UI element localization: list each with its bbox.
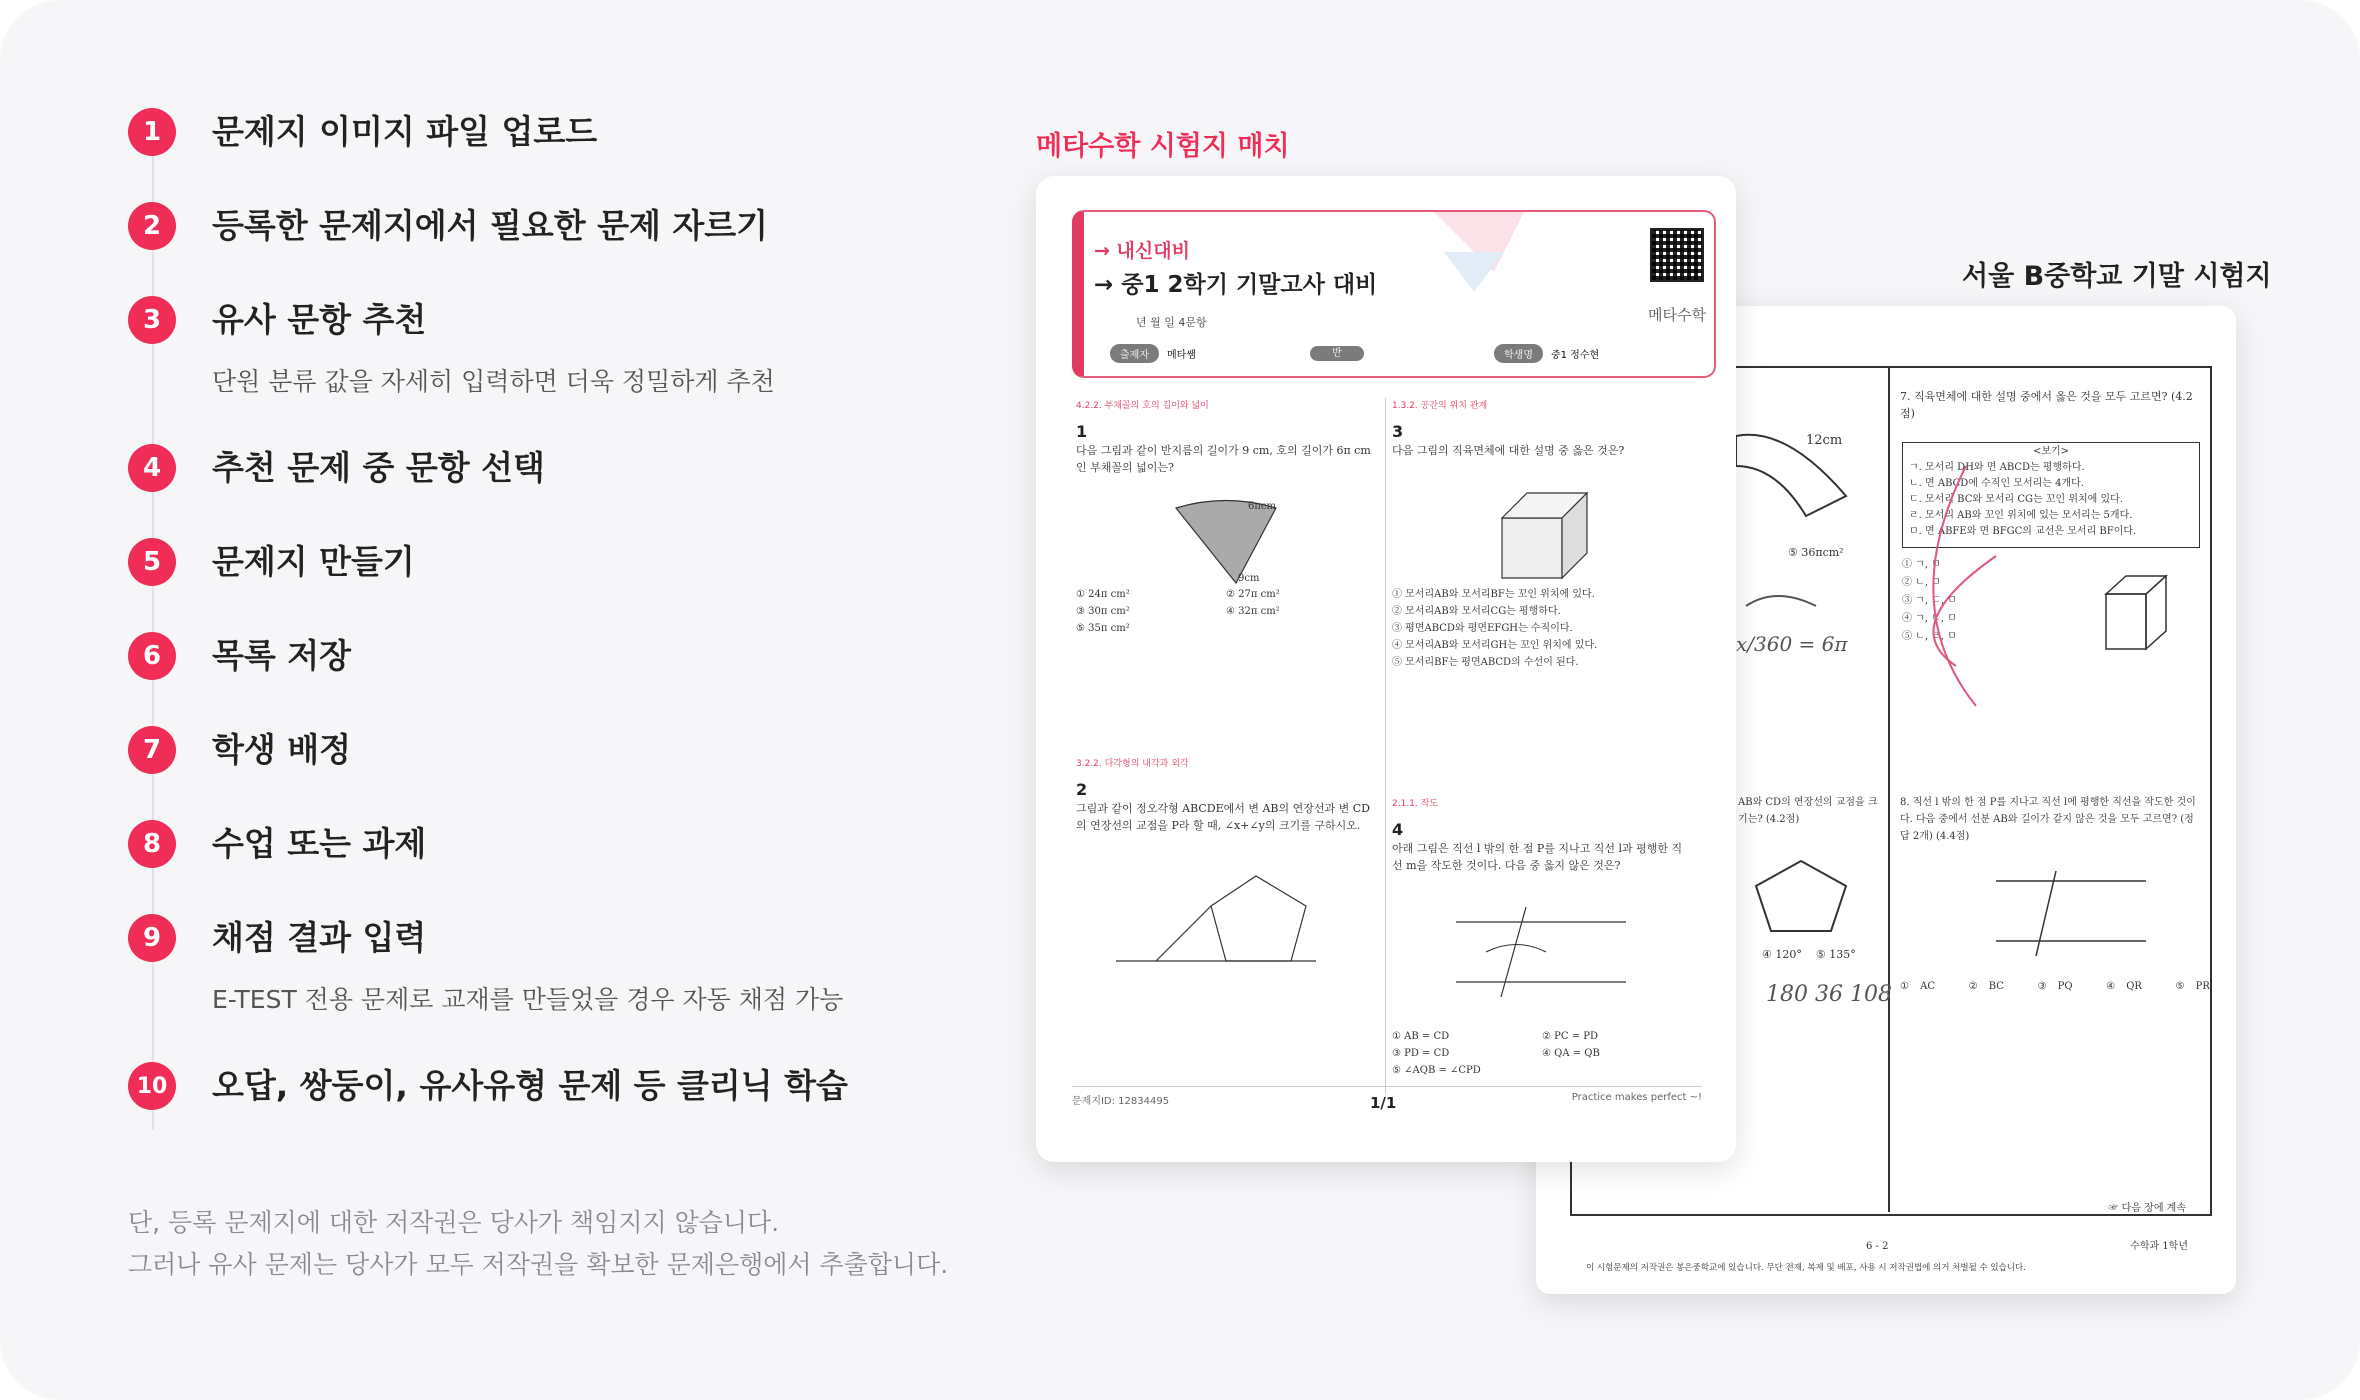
qr-code-icon bbox=[1650, 228, 1704, 282]
q1-radius-label: 9cm bbox=[1238, 573, 1260, 584]
pentagon-figure bbox=[1746, 856, 1856, 936]
option-5: ⑤ 36πcm² bbox=[1788, 546, 1844, 559]
q3-text: 다음 그림의 직육면체에 대한 설명 중 옳은 것은? bbox=[1392, 444, 1625, 457]
q4-options: ① AB = CD ② PC = PD ③ PD = CD ④ QA = QB ⑤ ∠AQB = ∠CPD bbox=[1392, 1031, 1600, 1076]
step-6 bbox=[128, 632, 1028, 680]
disclaimer bbox=[128, 1202, 948, 1286]
q4-number: 4 bbox=[1392, 820, 1404, 839]
footer-id: 문제지ID: 12834495 bbox=[1072, 1096, 1170, 1107]
sector-figure bbox=[1166, 488, 1296, 588]
brand-logo: 메타수학 bbox=[1648, 306, 1706, 324]
q7-items: ㄱ. 모서리 DH와 면 ABCD는 평행하다. ㄴ. 면 ABCD에 수직인 모서리는 4개다. ㄷ. 모서리 BC와 모서리 CG는 꼬인 위치에 있다. ㄹ. 모서리 AB와 꼬인 위치에 있는 모서리는 5개다. ㅁ. 면 ABFE와 면 BFGC의 교선은 모서리 BF이다. bbox=[1909, 462, 2137, 537]
step-number: 7 bbox=[128, 726, 176, 774]
step-title: 문제지 만들기 bbox=[212, 542, 415, 581]
cuboid-figure bbox=[1482, 478, 1622, 588]
q3-options: ① 모서리AB와 모서리BF는 꼬인 위치에 있다. ② 모서리AB와 모서리CG는 평행하다. ③ 평면ABCD와 평면EFGH는 수직이다. ④ 모서리AB와 모서리GH는 꼬인 위치에 있다. ⑤ 모서리BF는 평면ABCD의 수선이 된다. bbox=[1392, 589, 1598, 668]
step-subtitle: 단원 분류 값을 자세히 입력하면 더욱 정밀하게 추천 bbox=[212, 367, 775, 396]
step-7 bbox=[128, 726, 1028, 774]
footer-page: 1/1 bbox=[1370, 1094, 1397, 1112]
subject-label: 수학과 1학년 bbox=[2130, 1241, 2188, 1252]
step-1 bbox=[128, 108, 1028, 156]
step-8 bbox=[128, 820, 1028, 868]
step-number: 6 bbox=[128, 632, 176, 680]
seoul-paper-label: 서울 B중학교 기말 시험지 bbox=[1962, 261, 2272, 292]
pentagon-figure bbox=[1116, 866, 1356, 976]
step-title: 학생 배정 bbox=[212, 730, 352, 769]
q3-number: 3 bbox=[1392, 422, 1404, 441]
q2-unit: 3.2.2. 다각형의 내각과 외각 bbox=[1076, 759, 1189, 769]
step-9 bbox=[128, 914, 1028, 1016]
step-title: 오답, 쌍둥이, 유사유형 문제 등 클리닉 학습 bbox=[212, 1066, 848, 1105]
step-number: 8 bbox=[128, 820, 176, 868]
meta-exam-paper bbox=[1036, 176, 1736, 1162]
q4-unit: 2.1.1. 작도 bbox=[1392, 799, 1439, 809]
left-question-text: AB와 CD의 연장선의 교점을 크기는? (4.2점) bbox=[1738, 797, 1878, 825]
header-decoration bbox=[1414, 212, 1544, 312]
q8-text: 8. 직선 l 밖의 한 점 P를 지나고 직선 l에 평행한 직선을 작도한 것이다. 다음 중에서 선분 AB와 길이가 같지 않은 것을 모두 고르면? (정답 2개) (4.4점) bbox=[1900, 797, 2196, 842]
step-3 bbox=[128, 296, 1028, 398]
q1-text: 다음 그림과 같이 반지름의 길이가 9 cm, 호의 길이가 6π cm인 부채꼴의 넓이는? bbox=[1076, 444, 1371, 474]
q1-unit: 4.2.2. 부채꼴의 호의 길이와 넓이 bbox=[1076, 401, 1209, 411]
step-number: 10 bbox=[128, 1062, 176, 1110]
step-title: 수업 또는 과제 bbox=[212, 824, 427, 863]
step-number: 9 bbox=[128, 914, 176, 962]
q3-unit: 1.3.2. 공간의 위치 관계 bbox=[1392, 401, 1488, 411]
page-number: 6 - 2 bbox=[1866, 1241, 1889, 1252]
step-number: 3 bbox=[128, 296, 176, 344]
step-list bbox=[128, 108, 1028, 1156]
field-author: 출제자 메타쌤 bbox=[1110, 344, 1196, 363]
handwritten-calc: 180 36 108 bbox=[1766, 982, 1892, 1007]
step-title: 문제지 이미지 파일 업로드 bbox=[212, 112, 598, 151]
q7-text: 7. 직육면체에 대한 설명 중에서 옳은 것을 모두 고르면? (4.2점) bbox=[1900, 390, 2193, 420]
footer-divider bbox=[1072, 1086, 1702, 1087]
disclaimer-line-1: 단, 등록 문제지에 대한 저작권은 당사가 책임지지 않습니다. bbox=[128, 1208, 780, 1237]
field-class: 반 bbox=[1310, 344, 1364, 359]
q4-text: 아래 그림은 직선 l 밖의 한 점 P를 지나고 직선 l과 평행한 직선 m을 작도한 것이다. 다음 중 옳지 않은 것은? bbox=[1392, 842, 1683, 872]
step-title: 추천 문제 중 문항 선택 bbox=[212, 448, 545, 487]
q1-number: 1 bbox=[1076, 422, 1088, 441]
q2-number: 2 bbox=[1076, 780, 1088, 799]
field-student: 학생명 중1 정수현 bbox=[1494, 344, 1599, 363]
step-4 bbox=[128, 444, 1028, 492]
step-number: 4 bbox=[128, 444, 176, 492]
q1-arc-label: 6πcm bbox=[1248, 501, 1277, 512]
footer-slogan: Practice makes perfect ~! bbox=[1571, 1092, 1702, 1103]
step-number: 1 bbox=[128, 108, 176, 156]
step-5 bbox=[128, 538, 1028, 586]
q2-text: 그림과 같이 정오각형 ABCDE에서 변 AB의 연장선과 변 CD의 연장선의 교점을 P라 할 때, ∠x+∠y의 크기를 구하시오. bbox=[1076, 802, 1370, 832]
radius-label: 12cm bbox=[1806, 433, 1843, 448]
step-number: 2 bbox=[128, 202, 176, 250]
continue-note: ☞ 다음 장에 계속 bbox=[2108, 1203, 2186, 1214]
step-2 bbox=[128, 202, 1028, 250]
construction-figure bbox=[1996, 866, 2146, 966]
exam-title: → 중1 2학기 기말고사 대비 bbox=[1094, 272, 1378, 298]
left-options: ④ 120° ⑤ 135° bbox=[1762, 948, 1856, 961]
copyright-note: 이 시험문제의 저작권은 봉은중학교에 있습니다. 무단 전재, 복제 및 배포, 사용 시 저작권법에 의거 처벌될 수 있습니다. bbox=[1586, 1263, 2026, 1273]
step-title: 채점 결과 입력 bbox=[212, 918, 427, 957]
q7-options: ① ㄱ, ㅁ ② ㄴ, ㅁ ③ ㄱ, ㄷ, ㅁ ④ ㄱ, ㄷ, ㅁ ⑤ ㄴ, ㄹ, ㅁ bbox=[1902, 559, 1957, 642]
step-subtitle: E-TEST 전용 문제로 교재를 만들었을 경우 자동 채점 가능 bbox=[212, 985, 844, 1014]
exam-tag: → 내신대비 bbox=[1094, 240, 1190, 262]
step-title: 등록한 문제지에서 필요한 문제 자르기 bbox=[212, 206, 769, 245]
q1-options: ① 24π cm² ② 27π cm² ③ 30π cm² ④ 32π cm² ⑤ 35π cm² bbox=[1076, 589, 1280, 634]
disclaimer-line-2: 그러나 유사 문제는 당사가 모두 저작권을 확보한 문제은행에서 추출합니다. bbox=[128, 1250, 949, 1279]
exam-header bbox=[1072, 210, 1716, 378]
construction-figure bbox=[1456, 902, 1626, 1002]
exam-date-line: 년 월 일 4문항 bbox=[1136, 316, 1207, 329]
meta-paper-label: 메타수학 시험지 매치 bbox=[1036, 131, 1290, 162]
step-title: 목록 저장 bbox=[212, 636, 352, 675]
step-title: 유사 문항 추천 bbox=[212, 300, 427, 339]
step-10 bbox=[128, 1062, 1028, 1110]
step-number: 5 bbox=[128, 538, 176, 586]
column-divider bbox=[1385, 398, 1386, 1094]
q7-box-title: <보기> bbox=[2032, 446, 2070, 457]
handwritten-work: x/360 = 6π bbox=[1736, 632, 1848, 656]
red-markings bbox=[1836, 406, 2236, 806]
q8-options: ① AC ② BC ③ PQ ④ QR ⑤ PR bbox=[1900, 981, 2210, 992]
